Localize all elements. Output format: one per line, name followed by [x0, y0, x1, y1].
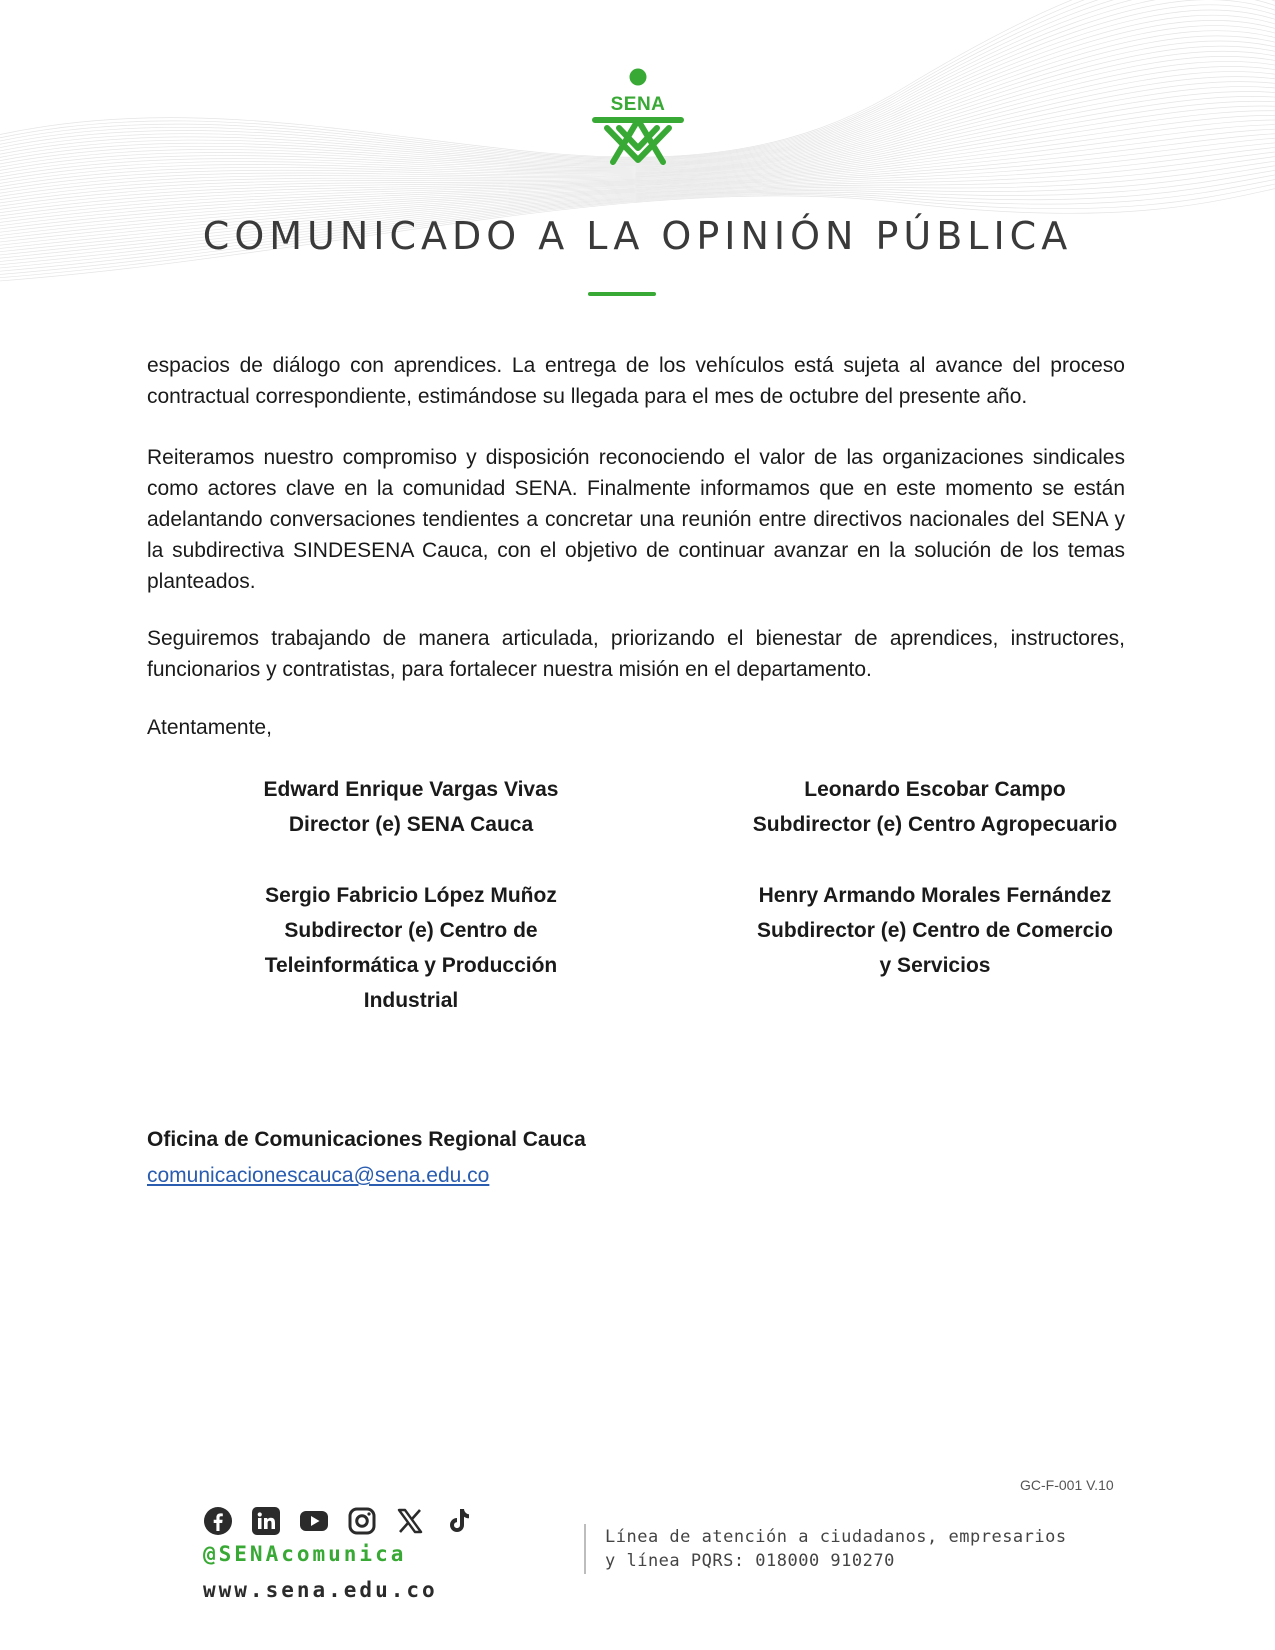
social-icons [203, 1506, 473, 1536]
signer-title: Subdirector (e) Centro Agropecuario [752, 813, 1118, 836]
page-title: COMUNICADO A LA OPINIÓN PÚBLICA [202, 214, 1073, 258]
footer-divider [584, 1524, 586, 1574]
signer-name: Edward Enrique Vargas Vivas [263, 778, 559, 801]
signature-block [735, 772, 1135, 842]
youtube-icon[interactable] [299, 1506, 329, 1536]
paragraph-2: Reiteramos nuestro compromiso y disposición reconociendo el valor de las organizaciones sindicales como actores clave en la comunidad SENA. Finalmente informamos que en este momento se están adelantando conversaciones tendientes a concretar una reunión entre directivos nacionales del SENA y la subdirectiva SINDESENA Cauca, con el objetivo de continuar avanzar en la solución de los temas planteados. [147, 446, 1125, 593]
closing-salutation: Atentamente, [147, 716, 272, 739]
office-email-link[interactable]: comunicacionescauca@sena.edu.co [147, 1164, 490, 1187]
tiktok-icon[interactable] [443, 1506, 473, 1536]
contact-info [605, 1525, 1067, 1573]
signature-block [211, 878, 611, 1018]
signer-title: Teleinformática y Producción [264, 954, 558, 977]
office-name: Oficina de Comunicaciones Regional Cauca [147, 1128, 586, 1151]
signer-title: Subdirector (e) Centro de Comercio [757, 919, 1113, 942]
signature-block [211, 772, 611, 842]
paragraph-1: espacios de diálogo con aprendices. La entrega de los vehículos está sujeta al avance del proceso contractual correspondiente, estimándose su llegada para el mes de octubre del presente año. [147, 354, 1125, 408]
linkedin-icon[interactable] [251, 1506, 281, 1536]
signer-title: Industrial [363, 989, 459, 1012]
contact-line: y línea PQRS: 018000 910270 [605, 1551, 895, 1571]
signer-title: y Servicios [879, 954, 991, 977]
instagram-icon[interactable] [347, 1506, 377, 1536]
x-icon[interactable] [395, 1506, 425, 1536]
sena-logo [583, 68, 693, 166]
contact-line: Línea de atención a ciudadanos, empresarios [605, 1527, 1067, 1547]
website-link[interactable]: www.sena.edu.co [203, 1578, 438, 1602]
signer-name: Sergio Fabricio López Muñoz [265, 884, 557, 907]
signer-name: Henry Armando Morales Fernández [758, 884, 1112, 907]
title-underline [588, 292, 656, 296]
facebook-icon[interactable] [203, 1506, 233, 1536]
signer-name: Leonardo Escobar Campo [804, 778, 1066, 801]
signer-title: Director (e) SENA Cauca [288, 813, 534, 836]
document-code: GC-F-001 V.10 [1020, 1477, 1114, 1493]
paragraph-3: Seguiremos trabajando de manera articulada, priorizando el bienestar de aprendices, instructores, funcionarios y contratistas, para fortalecer nuestra misión en el departamento. [147, 627, 1125, 681]
social-handle: @SENAcomunica [203, 1542, 407, 1566]
logo-wordmark: SENA [610, 94, 666, 115]
signature-block [735, 878, 1135, 983]
signer-title: Subdirector (e) Centro de [284, 919, 538, 942]
